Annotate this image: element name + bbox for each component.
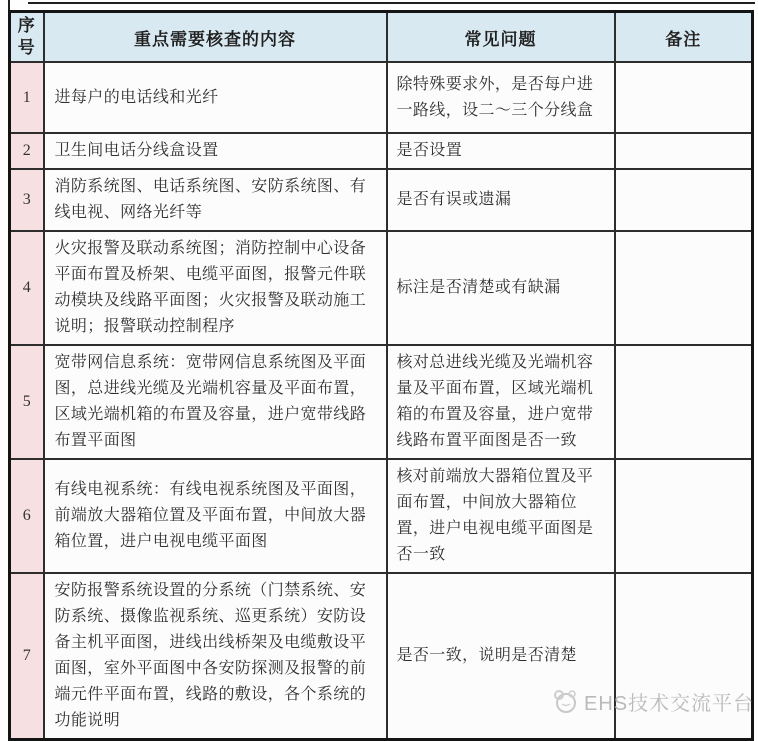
serial-number-cell: 7 — [10, 573, 44, 740]
common-problem-cell: 标注是否清楚或有缺漏 — [387, 231, 615, 345]
header-cell-remarks: 备注 — [615, 12, 753, 63]
header-cell-common-problems: 常见问题 — [387, 12, 615, 63]
table-row — [10, 231, 753, 345]
serial-number-cell: 5 — [10, 345, 44, 459]
header-cell-key-content: 重点需要核查的内容 — [44, 12, 387, 63]
serial-number-cell: 2 — [10, 133, 44, 169]
common-problem-cell: 核对前端放大器箱位置及平面布置，中间放大器箱位置，进户电视电缆平面图是否一致 — [387, 459, 615, 573]
cropped-row-divider — [28, 2, 755, 4]
key-content-cell: 有线电视系统：有线电视系统图及平面图，前端放大器箱位置及平面布置，中间放大器箱位置，进户电视电缆平面图 — [44, 459, 387, 573]
key-content-cell: 卫生间电话分线盒设置 — [44, 133, 387, 169]
key-content-cell: 火灾报警及联动系统图；消防控制中心设备平面布置及桥架、电缆平面图，报警元件联动模块及线路平面图；火灾报警及联动施工说明；报警联动控制程序 — [44, 231, 387, 345]
remark-cell — [615, 62, 753, 133]
key-content-cell: 进每户的电话线和光纤 — [44, 62, 387, 133]
table-row — [10, 573, 753, 740]
serial-number-cell: 3 — [10, 169, 44, 231]
key-content-cell: 消防系统图、电话系统图、安防系统图、有线电视、网络光纤等 — [44, 169, 387, 231]
remark-cell — [615, 345, 753, 459]
remark-cell — [615, 169, 753, 231]
inspection-checklist-table — [8, 10, 754, 741]
table-container — [8, 10, 754, 741]
table-row — [10, 169, 753, 231]
serial-number-cell: 6 — [10, 459, 44, 573]
remark-cell — [615, 573, 753, 740]
watermark-text: EHS技术交流平台 — [584, 692, 755, 715]
key-content-cell: 安防报警系统设置的分系统（门禁系统、安防系统、摄像监视系统、巡更系统）安防设备主机平面图，进线出线桥架及电缆敷设平面图，室外平面图中各安防探测及报警的前端元件平面布置，线路的敷设，各个系统的功能说明 — [44, 573, 387, 740]
serial-number-cell: 4 — [10, 231, 44, 345]
remark-cell — [615, 231, 753, 345]
serial-number-cell: 1 — [10, 62, 44, 133]
table-row — [10, 133, 753, 169]
remark-cell — [615, 133, 753, 169]
table-row — [10, 345, 753, 459]
common-problem-cell: 是否一致，说明是否清楚 — [387, 573, 615, 740]
remark-cell — [615, 459, 753, 573]
common-problem-cell: 除特殊要求外，是否每户进一路线，设二～三个分线盒 — [387, 62, 615, 133]
table-row — [10, 459, 753, 573]
common-problem-cell: 核对总进线光缆及光端机容量及平面布置，区域光端机箱的布置及容量，进户宽带线路布置平面图是否一致 — [387, 345, 615, 459]
common-problem-cell: 是否设置 — [387, 133, 615, 169]
key-content-cell: 宽带网信息系统：宽带网信息系统图及平面图，总进线光缆及光端机容量及平面布置，区域光端机箱的布置及容量，进户宽带线路布置平面图 — [44, 345, 387, 459]
common-problem-cell: 是否有误或遗漏 — [387, 169, 615, 231]
header-row — [10, 12, 753, 63]
table-row — [10, 62, 753, 133]
header-cell-serial-number: 序号 — [10, 12, 44, 63]
